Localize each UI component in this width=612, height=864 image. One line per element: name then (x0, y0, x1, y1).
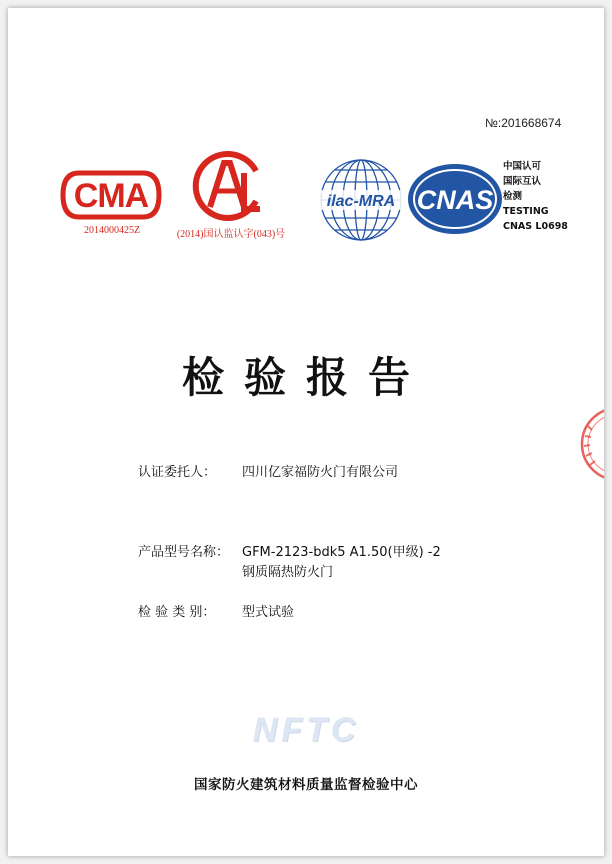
product-value-line: GFM-2123-bdk5 A1.50(甲级) -2 (242, 545, 441, 560)
issuer-name: 国家防火建筑材料质量监督检验中心 (194, 777, 418, 793)
test-type-label: 检 验 类 别： (138, 605, 216, 620)
cnas-line: 国际互认 (503, 176, 542, 187)
ilac-mra-logo (313, 156, 409, 244)
cal-logo (186, 151, 266, 221)
test-type-value-line: 型式试验 (242, 605, 295, 620)
product-label: 产品型号名称： (138, 545, 230, 560)
cnas-logo (405, 161, 505, 237)
cma-number: 2014000425Z (83, 225, 141, 236)
nftc-watermark: NFTC (252, 711, 360, 749)
cal-number: (2014)国认监认字(043)号 (176, 229, 286, 240)
cma-logo (59, 167, 163, 223)
client-label: 认证委托人： (138, 465, 217, 480)
cnas-line: TESTING (503, 206, 549, 217)
svg-text:CNAS: CNAS (416, 185, 494, 215)
product-value-line: 钢质隔热防火门 (242, 565, 334, 580)
cnas-line: 中国认可 (503, 161, 542, 172)
svg-text:ilac-MRA: ilac-MRA (326, 193, 396, 210)
cnas-accreditation-text (503, 159, 598, 234)
report-cover-page (8, 8, 604, 856)
official-seal-stamp (574, 404, 604, 488)
report-title: 检验报告 (181, 353, 430, 402)
cnas-line: 检测 (503, 191, 523, 202)
product-value (242, 543, 441, 583)
test-type-value (242, 603, 294, 623)
client-value-line: 四川亿家福防火门有限公司 (242, 465, 399, 480)
client-value (242, 463, 398, 483)
svg-text:CMA: CMA (73, 177, 149, 215)
report-number: №:201668674 (485, 116, 562, 130)
cnas-line: CNAS L0698 (503, 221, 568, 232)
